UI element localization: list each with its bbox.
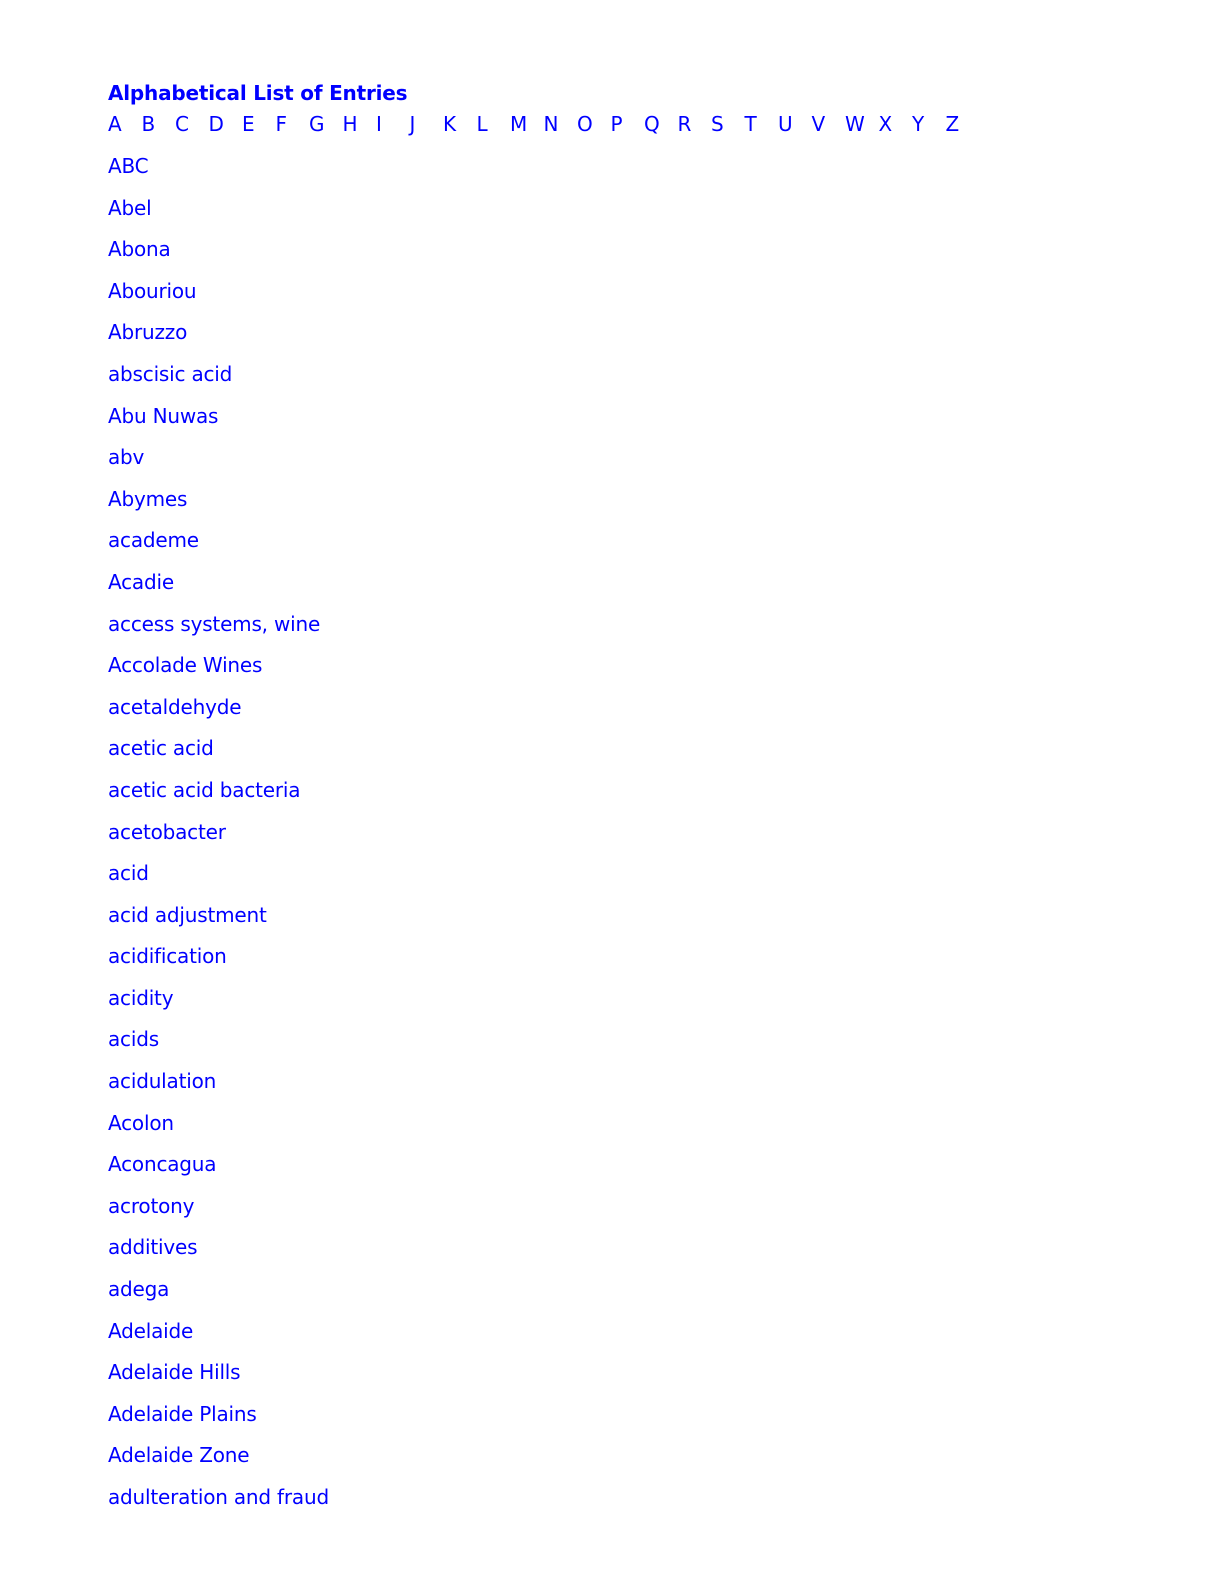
list-item — [108, 694, 1108, 736]
letter-link-w[interactable]: W — [845, 112, 865, 136]
letter-link-q[interactable]: Q — [644, 112, 660, 136]
list-item — [108, 319, 1108, 361]
list-item — [108, 1401, 1108, 1443]
letter-link-a[interactable]: A — [108, 112, 122, 136]
entry-link[interactable]: acrotony — [108, 1193, 195, 1218]
entry-link[interactable]: acetic acid bacteria — [108, 777, 301, 802]
page-title: Alphabetical List of Entries — [108, 81, 408, 105]
list-item — [108, 819, 1108, 861]
list-item — [108, 1276, 1108, 1318]
letter-link-g[interactable]: G — [309, 112, 325, 136]
letter-link-n[interactable]: N — [543, 112, 559, 136]
list-item — [108, 1484, 1108, 1526]
entry-link[interactable]: acidulation — [108, 1069, 217, 1094]
list-item — [108, 1359, 1108, 1401]
list-item — [108, 1026, 1108, 1068]
list-item — [108, 403, 1108, 445]
entry-link[interactable]: academe — [108, 528, 199, 553]
list-item — [108, 902, 1108, 944]
list-item — [108, 1442, 1108, 1484]
letter-link-h[interactable]: H — [342, 112, 358, 136]
letter-link-j[interactable]: J — [409, 112, 416, 136]
entry-link[interactable]: Adelaide Hills — [108, 1360, 241, 1385]
entry-link[interactable]: Abel — [108, 195, 152, 220]
list-item — [108, 943, 1108, 985]
list-item — [108, 735, 1108, 777]
list-item — [108, 361, 1108, 403]
entry-link[interactable]: Adelaide — [108, 1318, 194, 1343]
entry-link[interactable]: additives — [108, 1235, 198, 1260]
entry-link[interactable]: Acadie — [108, 569, 174, 594]
entry-link[interactable]: abscisic acid — [108, 361, 233, 386]
list-item — [108, 153, 1108, 195]
letter-link-r[interactable]: R — [677, 112, 692, 136]
letter-link-x[interactable]: X — [878, 112, 893, 136]
entry-link[interactable]: Abouriou — [108, 278, 197, 303]
entry-link[interactable]: Adelaide Plains — [108, 1401, 257, 1426]
list-item — [108, 195, 1108, 237]
list-item — [108, 1193, 1108, 1235]
list-item — [108, 1318, 1108, 1360]
list-item — [108, 527, 1108, 569]
entry-link[interactable]: acetaldehyde — [108, 694, 242, 719]
list-item — [108, 1151, 1108, 1193]
entry-link[interactable]: Abruzzo — [108, 320, 188, 345]
letter-link-p[interactable]: P — [610, 112, 623, 136]
list-item — [108, 236, 1108, 278]
entry-link[interactable]: acid adjustment — [108, 902, 267, 927]
list-item — [108, 652, 1108, 694]
entry-link[interactable]: Accolade Wines — [108, 653, 263, 678]
entry-link[interactable]: acidity — [108, 985, 174, 1010]
entry-link[interactable]: Aconcagua — [108, 1152, 217, 1177]
list-item — [108, 278, 1108, 320]
letter-link-t[interactable]: T — [744, 112, 757, 136]
list-item — [108, 444, 1108, 486]
entry-link[interactable]: Abymes — [108, 486, 188, 511]
list-item — [108, 569, 1108, 611]
letter-link-l[interactable]: L — [476, 112, 488, 136]
letter-link-i[interactable]: I — [376, 112, 382, 136]
letter-link-d[interactable]: D — [208, 112, 224, 136]
list-item — [108, 611, 1108, 653]
entry-link[interactable]: Adelaide Zone — [108, 1443, 250, 1468]
entry-link[interactable]: acid — [108, 861, 149, 886]
letter-link-s[interactable]: S — [711, 112, 724, 136]
list-item — [108, 486, 1108, 528]
entry-link[interactable]: abv — [108, 445, 145, 470]
entry-link[interactable]: adulteration and fraud — [108, 1485, 329, 1509]
entry-link[interactable]: acidification — [108, 944, 227, 969]
entry-link[interactable]: access systems, wine — [108, 611, 321, 636]
letter-link-z[interactable]: Z — [945, 112, 960, 136]
letter-link-k[interactable]: K — [443, 112, 457, 136]
entry-link[interactable]: ABC — [108, 154, 149, 178]
entry-list — [108, 153, 1108, 1526]
alphabet-nav — [108, 111, 1108, 137]
entry-link[interactable]: adega — [108, 1277, 170, 1302]
list-item — [108, 1234, 1108, 1276]
letter-link-u[interactable]: U — [778, 112, 793, 136]
entry-link[interactable]: acids — [108, 1027, 159, 1052]
entry-link[interactable]: Abona — [108, 237, 171, 262]
letter-link-c[interactable]: C — [175, 112, 189, 136]
entry-link[interactable]: acetic acid — [108, 736, 214, 761]
letter-link-b[interactable]: B — [141, 112, 156, 136]
entry-link[interactable]: acetobacter — [108, 819, 226, 844]
letter-link-m[interactable]: M — [510, 112, 528, 136]
list-item — [108, 985, 1108, 1027]
entry-link[interactable]: Abu Nuwas — [108, 403, 219, 428]
letter-link-v[interactable]: V — [811, 112, 826, 136]
list-item — [108, 1068, 1108, 1110]
list-item — [108, 777, 1108, 819]
letter-link-y[interactable]: Y — [912, 112, 925, 136]
letter-link-f[interactable]: F — [275, 112, 288, 136]
letter-link-e[interactable]: E — [242, 112, 255, 136]
list-item — [108, 860, 1108, 902]
entry-link[interactable]: Acolon — [108, 1110, 174, 1135]
page — [108, 80, 1108, 1526]
letter-link-o[interactable]: O — [577, 112, 593, 136]
list-item — [108, 1110, 1108, 1152]
